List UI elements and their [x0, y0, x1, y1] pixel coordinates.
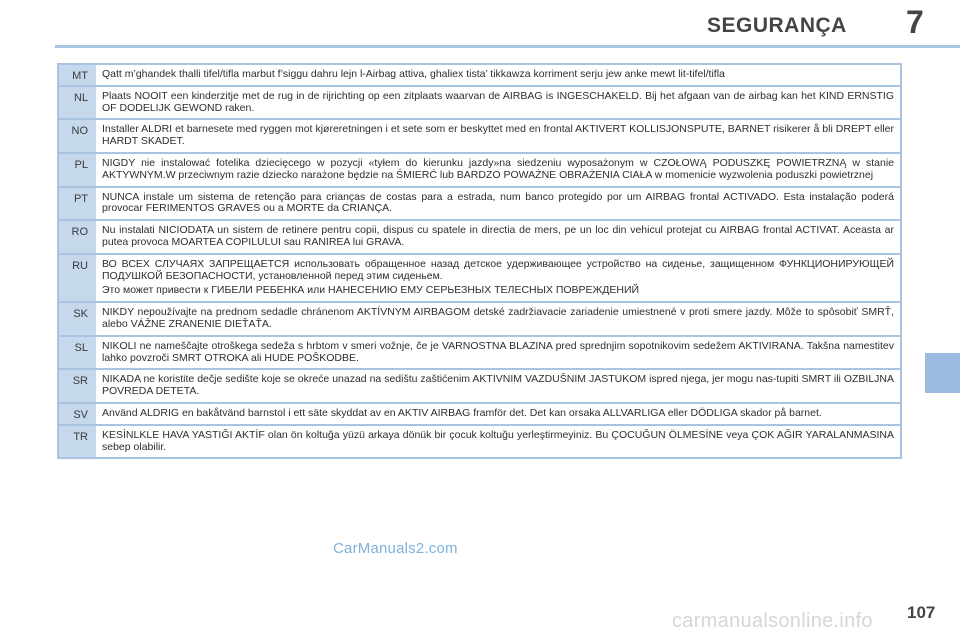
warning-text: [96, 255, 900, 301]
chapter-number: 7: [906, 4, 924, 40]
table-row-mt: [59, 65, 900, 85]
footer-watermark: carmanualsonline.info: [672, 610, 873, 632]
table-row-sk: [59, 303, 900, 335]
warning-text: NIKOLI ne nameščajte otroškega sedeža s hrbtom v smeri vožnje, če je VARNOSTNA BLAZINA pred sprednjim sopotnikovim sedežem AKTIVIRANA. Takšna namestitev lahko povzroči SMRT OTROKA ali HUDE POŠKODBE.: [96, 337, 900, 369]
warning-text: Installer ALDRI et barnesete med ryggen mot kjøreretningen i et sete som er beskyttet med en frontal AKTIVERT KOLLISJONSPUTE, BARNET risikerer å bli DREPT eller HARDT SKADET.: [96, 120, 900, 152]
language-code: NO: [59, 120, 96, 152]
chapter-side-tab: [925, 353, 960, 393]
table-row-pl: [59, 154, 900, 186]
warning-text: Plaats NOOIT een kinderzitje met de rug in de rijrichting op een zitplaats waarvan de AIRBAG is INGESCHAKELD. Bij het afgaan van de airbag kan het KIND ERNSTIG OF DODELIJK GEWOND raken.: [96, 87, 900, 119]
warning-text: NIKDY nepoužívajte na prednom sedadle chránenom AKTÍVNYM AIRBAGOM detské zadržiavacie zariadenie umiestnené v proti smere jazdy. Môže to spôsobiť SMRŤ, alebo VÁŽNE ZRANENIE DIEŤAŤA.: [96, 303, 900, 335]
language-code: MT: [59, 65, 96, 85]
page-number: 107: [907, 603, 936, 622]
warning-table: [57, 63, 902, 459]
language-code: PT: [59, 188, 96, 220]
table-row-nl: [59, 87, 900, 119]
table-row-no: [59, 120, 900, 152]
language-code: SR: [59, 370, 96, 402]
language-code: RO: [59, 221, 96, 253]
header-divider: [55, 45, 960, 48]
warning-text-paragraph: ВО ВСЕХ СЛУЧАЯХ ЗАПРЕЩАЕТСЯ использовать обращенное назад детское удерживающее устройство на сиденье, защищенном ФУНКЦИОНИРУЮЩЕЙ ПОДУШКОЙ БЕЗОПАСНОСТИ, установленной перед этим сиденьем.: [102, 257, 894, 282]
warning-text: Använd ALDRIG en bakåtvänd barnstol i ett säte skyddat av en AKTIV AIRBAG framför det. Det kan orsaka ALLVARLIGA eller DÖDLIGA skador på barnet.: [96, 404, 900, 424]
language-code: PL: [59, 154, 96, 186]
warning-text-paragraph: Это может привести к ГИБЕЛИ РЕБЕНКА или НАНЕСЕНИЮ ЕМУ СЕРЬЕЗНЫХ ТЕЛЕСНЫХ ПОВРЕЖДЕНИЙ: [102, 284, 640, 297]
language-code: SK: [59, 303, 96, 335]
table-row-ru: [59, 255, 900, 301]
warning-text: NIKADA ne koristite dečje sedište koje se okreće unazad na sedištu zaštićenim AKTIVNIM VAZDUŠNIM JASTUKOM ispred njega, jer mogu nas-tupiti SMRT ili OZBILJNA POVREDA DETETA.: [96, 370, 900, 402]
section-title: SEGURANÇA: [707, 14, 847, 37]
table-row-sl: [59, 337, 900, 369]
table-row-pt: [59, 188, 900, 220]
warning-text: NIGDY nie instalować fotelika dziecięcego w pozycji «tyłem do kierunku jazdy»na siedzeniu wyposażonym w CZOŁOWĄ PODUSZKĘ POWIETRZNĄ w stanie AKTYWNYM.W przeciwnym razie dziecko narażone będzie na ŚMIERĆ lub BARDZO POWAŻNE OBRAŻENIA CIAŁA w momenicie wyzwolenia poduszki powietrznej: [96, 154, 900, 186]
language-code: NL: [59, 87, 96, 119]
warning-text: Nu instalati NICIODATA un sistem de retinere pentru copii, dispus cu spatele in directia de mers, pe un loc din vehicul protejat cu AIRBAG frontal ACTIVAT. Aceasta ar putea provoca MOARTEA COPILULUI sau RANIREA lui GRAVA.: [96, 221, 900, 253]
table-row-sr: [59, 370, 900, 402]
table-row-tr: [59, 426, 900, 458]
table-row-sv: [59, 404, 900, 424]
warning-text: NUNCA instale um sistema de retenção para crianças de costas para a estrada, num banco protegido por um AIRBAG frontal ACTIVADO. Esta instalação poderá provocar FERIMENTOS GRAVES ou a MORTE da CRIANÇA.: [96, 188, 900, 220]
language-code: TR: [59, 426, 96, 458]
language-code: SV: [59, 404, 96, 424]
table-row-ro: [59, 221, 900, 253]
warning-text: KESİNLKLE HAVA YASTIĞI AKTİF olan ön koltuğa yüzü arkaya dönük bir çocuk koltuğu yerleştirmeyiniz. Bu ÇOCUĞUN ÖLMESİNE veya ÇOK AĞIR YARALANMASINA sebep olabilir.: [96, 426, 900, 458]
language-code: RU: [59, 255, 96, 301]
watermark-link[interactable]: CarManuals2.com: [333, 540, 458, 557]
language-code: SL: [59, 337, 96, 369]
warning-text: Qatt m’ghandek thalli tifel/tifla marbut f’siggu dahru lejn l-Airbag attiva, ghaliex tista’ tikkawza korriment serju jew anke mewt lit-tifel/tifla: [96, 65, 900, 85]
